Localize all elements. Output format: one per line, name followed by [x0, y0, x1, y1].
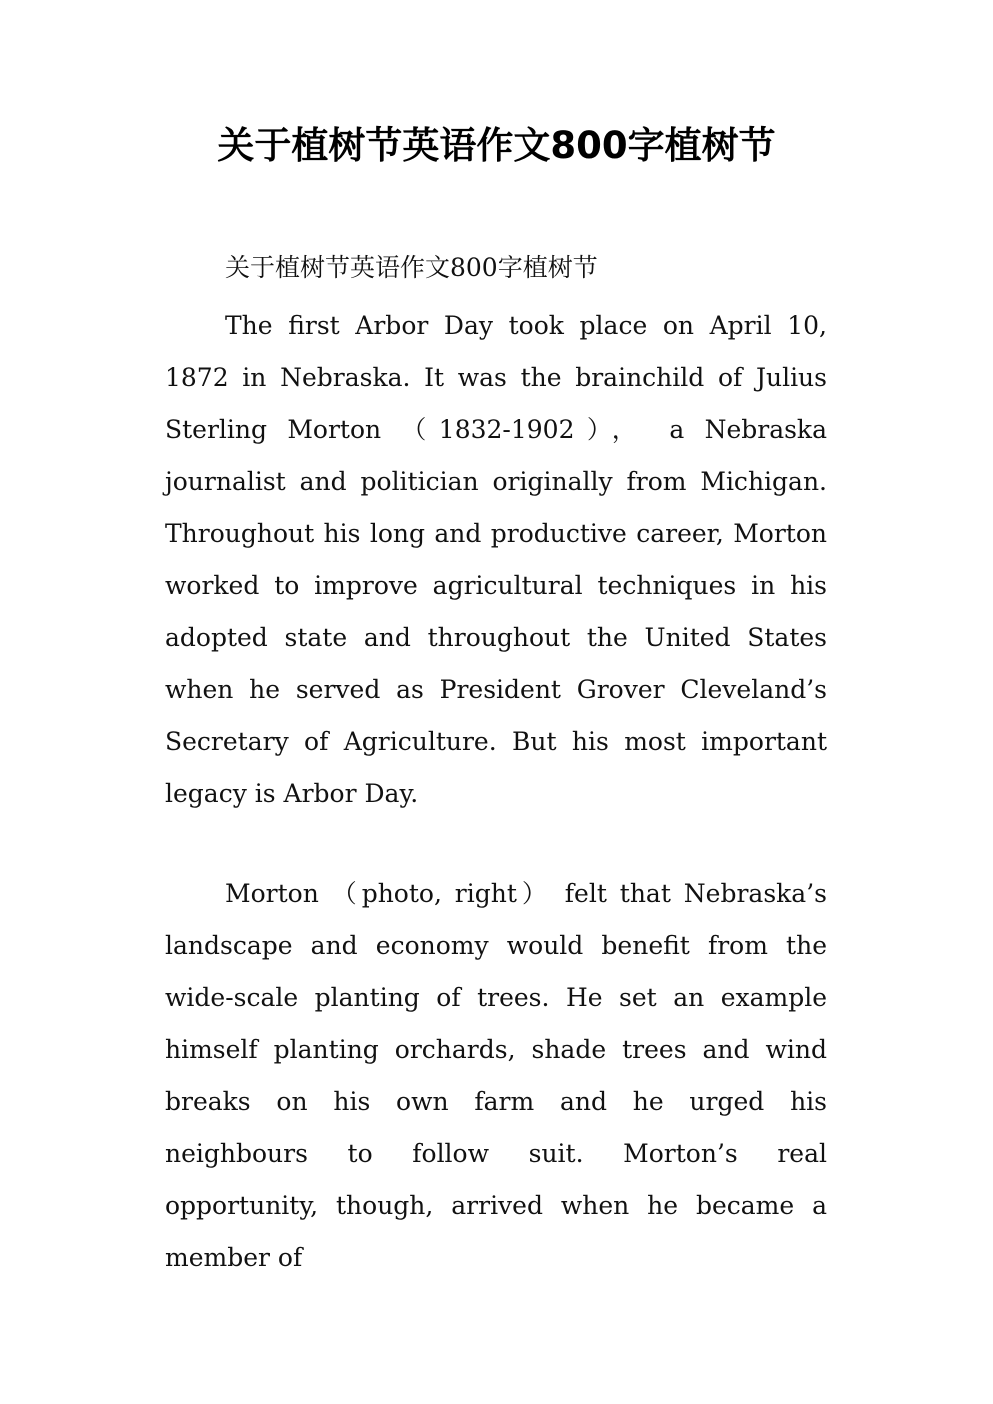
paragraph-1: The first Arbor Day took place on April 10, 1872 in Nebraska. It was the brainchild of Julius Sterling Morton （1832-1902）， a Nebraska journalist and politician originally from Michigan. Throughout his long and productive career, Morton worked to improve agricultural techniques in his adopted state and throughout the United States when he served as President Grover Cleveland’s Secretary of Agriculture. But his most important legacy is Arbor Day.	[165, 311, 827, 808]
page-title: 关于植树节英语作文800字植树节	[217, 124, 776, 167]
paragraph-2: Morton （photo, right） felt that Nebraska’s landscape and economy would benefit from the wide-scale planting of trees. He set an example himself planting orchards, shade trees and wind breaks on his own farm and he urged his neighbours to follow suit. Morton’s real opportunity, though, arrived when he became a member of	[165, 879, 827, 1272]
subtitle: 关于植树节英语作文800字植树节	[225, 253, 598, 282]
